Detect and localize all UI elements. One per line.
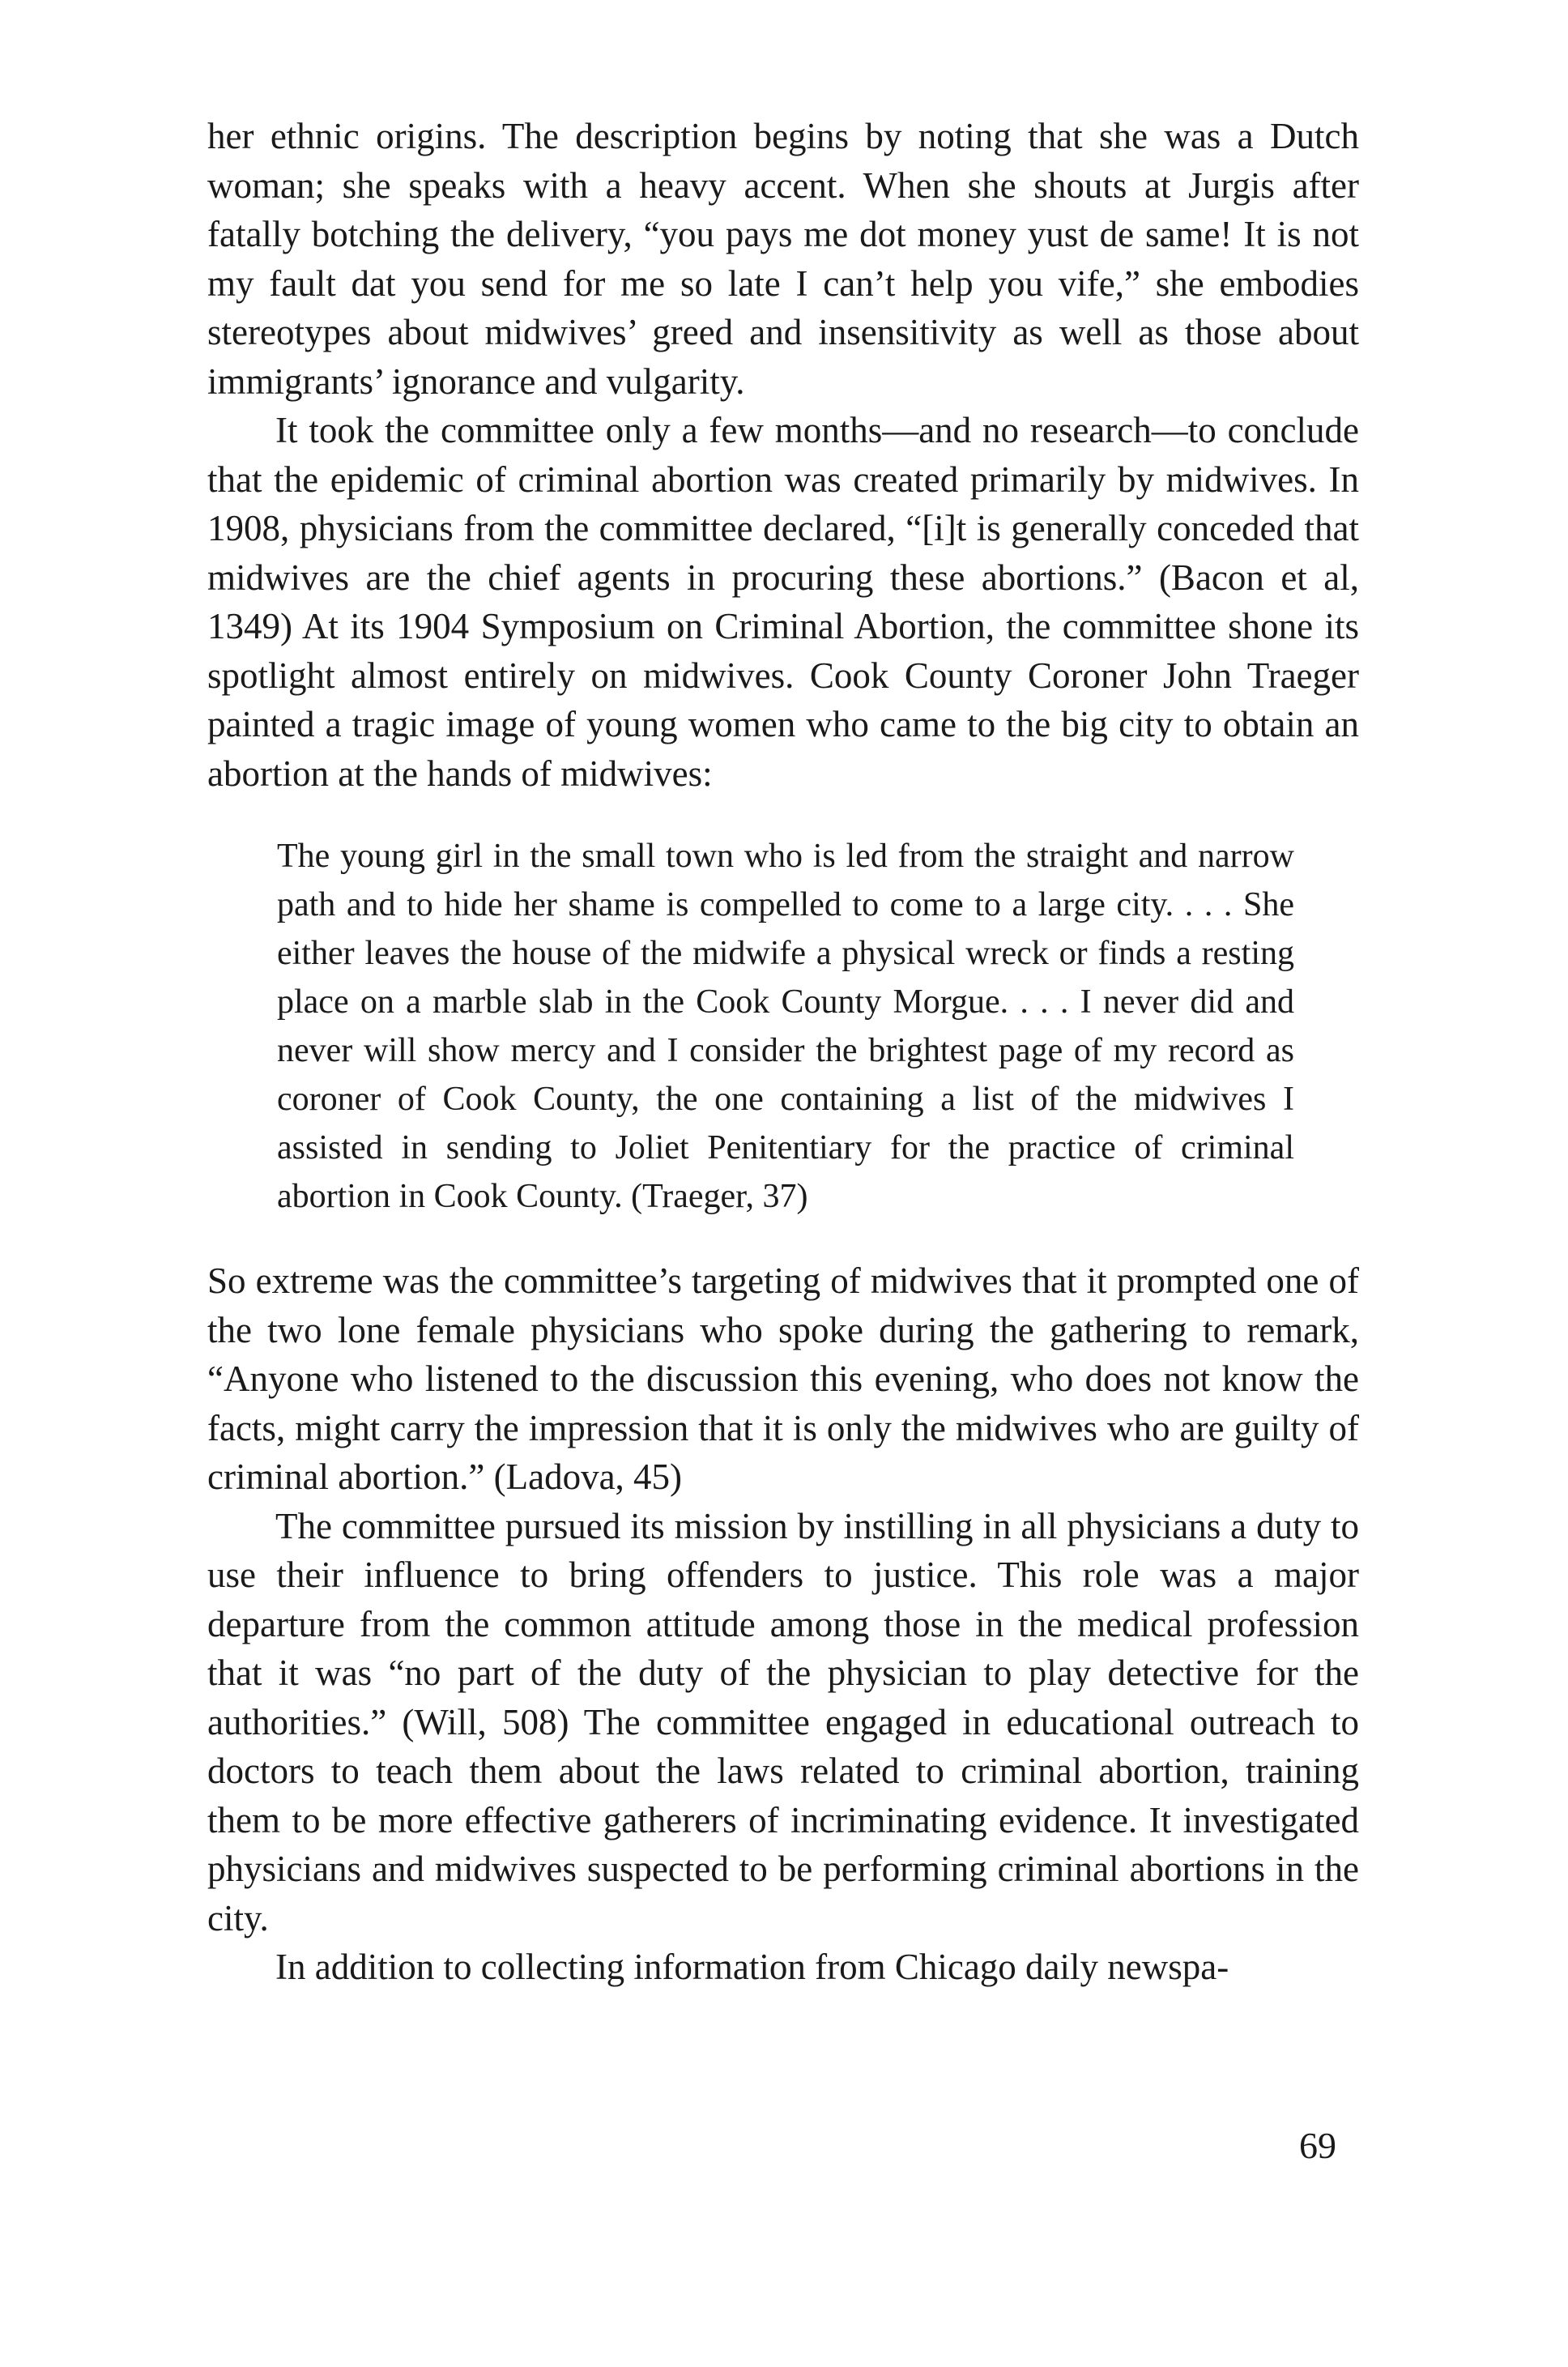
block-quote-traeger: The young girl in the small town who is led from the straight and narrow path and to hide her shame is compelled to come to a large city. . . . She either leaves the house of the midwife a physical wreck or finds a resting place on a marble slab in the Cook County Morgue. . . . I never did and never will show mercy and I consider the brightest page of my record as coroner of Cook County, the one containing a list of the midwives I assisted in sending to Joliet Penitentiary for the practice of criminal abortion in Cook County. (Traeger, 37) bbox=[277, 838, 1294, 1215]
page-number: 69 bbox=[1299, 2125, 1336, 2166]
paragraph-extreme-targeting: So extreme was the committee’s targeting of midwives that it prompted one of the two lone female physicians who spoke during the gathering to remark, “Anyone who listened to the discussion this evening, who does not know the facts, might carry the impression that it is only the midwives who are guilty of criminal abortion.” (Ladova, 45) bbox=[207, 1260, 1359, 1497]
paragraph-ethnic-origins: her ethnic origins. The description begins by noting that she was a Dutch woman; she speaks with a heavy accent. When she shouts at Jurgis after fatally botching the delivery, “you pays me dot money yust de same! It is not my fault dat you send for me so late I can’t help you vife,” she embodies stereotypes about midwives’ greed and insensitivity as well as those about immigrants’ ignorance and vulgarity. bbox=[207, 116, 1359, 402]
paragraph-committee-mission: The committee pursued its mission by instilling in all physicians a duty to use their influence to bring offenders to justice. This role was a major departure from the common attitude among those in the medical profession that it was “no part of the duty of the physician to play detective for the authorities.” (Will, 508) The committee engaged in educational outreach to doctors to teach them about the laws related to criminal abortion, training them to be more effective gatherers of incriminating evidence. It investigated physicians and midwives suspected to be performing criminal abortions in the city. bbox=[207, 1505, 1359, 1938]
paragraph-committee-conclusion: It took the committee only a few months—and no research—to conclude that the epidemic of criminal abortion was created primarily by midwives. In 1908, physicians from the committee declared, “[i]t is generally conceded that midwives are the chief agents in procuring these abortions.” (Bacon et al, 1349) At its 1904 Symposium on Criminal Abortion, the committee shone its spotlight almost entirely on midwives. Cook County Coroner John Traeger painted a tragic image of young women who came to the big city to obtain an abortion at the hands of midwives: bbox=[207, 410, 1359, 794]
paragraph-newspapers: In addition to collecting information from Chicago daily newspa- bbox=[275, 1947, 1229, 1987]
page-body bbox=[207, 112, 1359, 1992]
